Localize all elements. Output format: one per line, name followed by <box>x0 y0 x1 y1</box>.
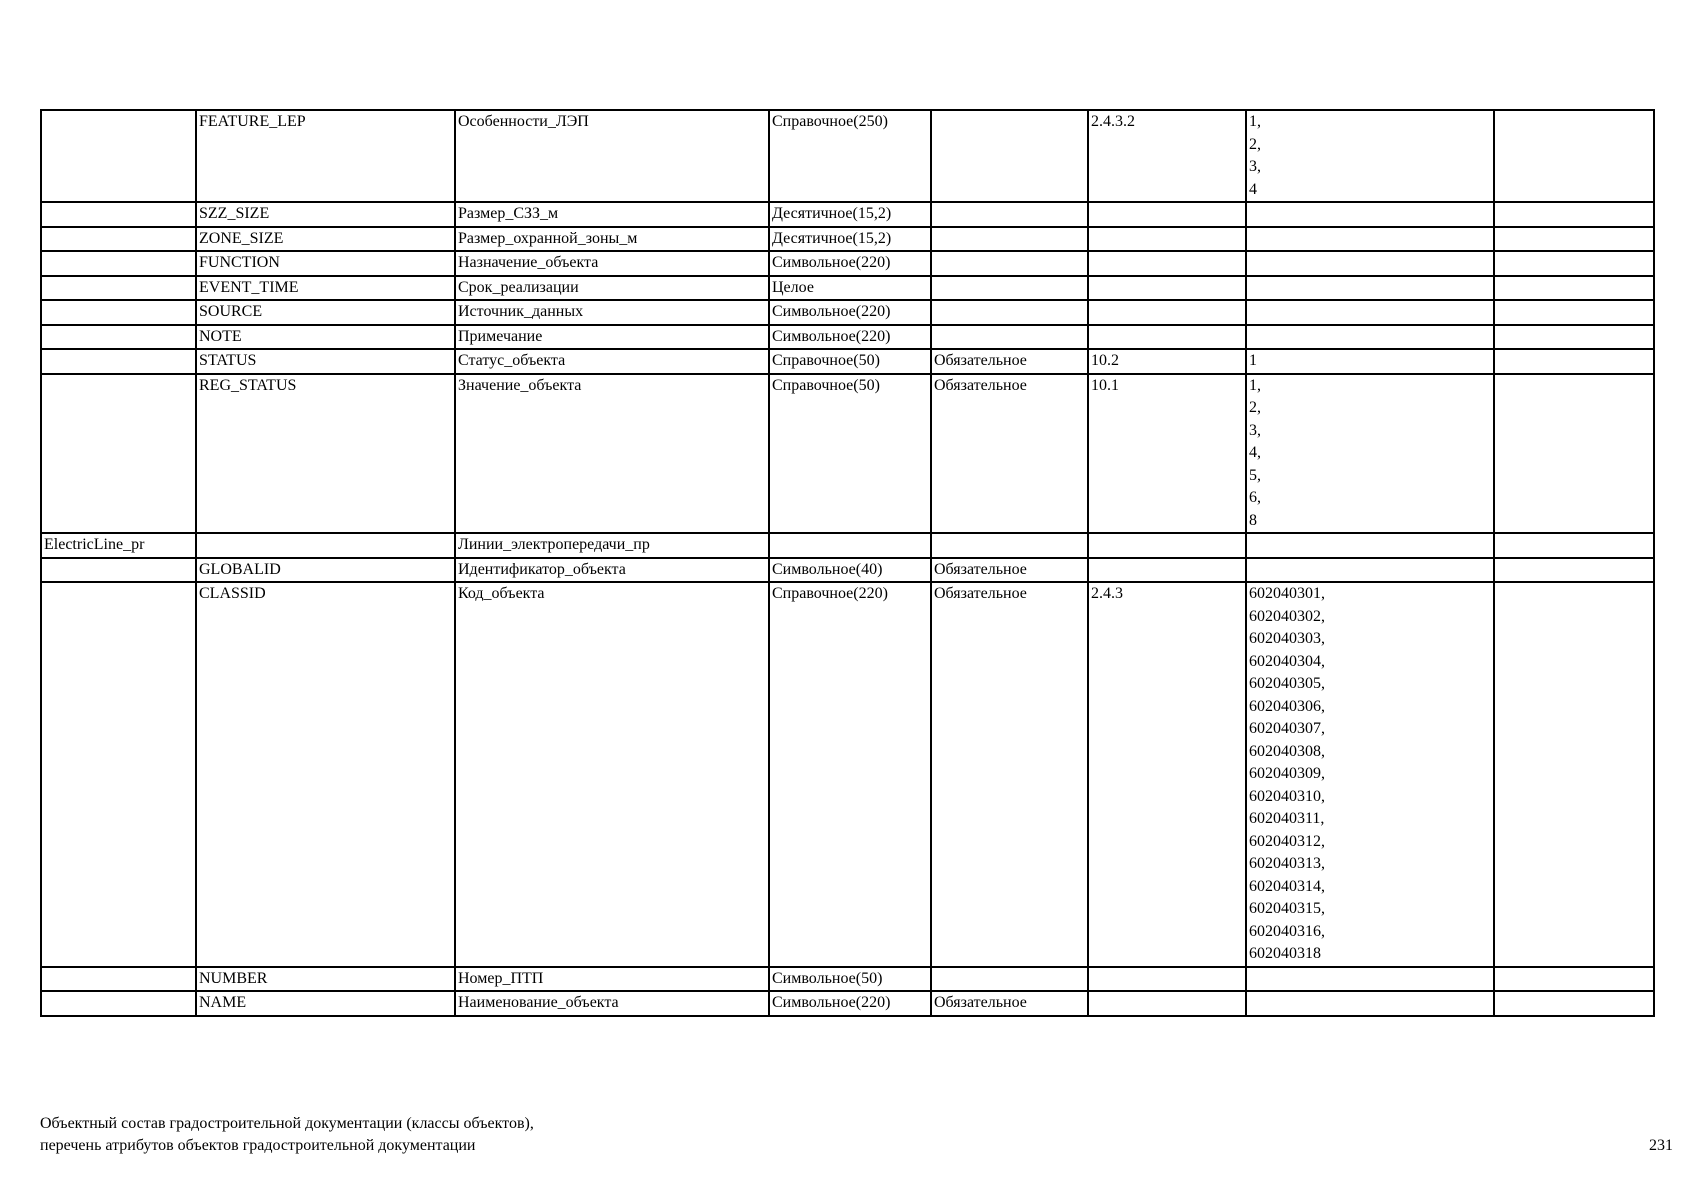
table-row <box>41 349 1654 374</box>
field-alias-cell: Идентификатор_объекта <box>455 558 769 583</box>
field-type-cell: Справочное(250) <box>769 110 931 202</box>
reference-cell <box>1088 533 1246 558</box>
field-alias-cell: Номер_ПТП <box>455 967 769 992</box>
note-cell <box>1494 202 1654 227</box>
field-name-cell: REG_STATUS <box>196 374 455 534</box>
reference-cell: 2.4.3 <box>1088 582 1246 967</box>
codes-cell <box>1246 349 1494 374</box>
field-name-cell: CLASSID <box>196 582 455 967</box>
field-name-cell: NAME <box>196 991 455 1016</box>
required-cell <box>931 533 1088 558</box>
required-cell: Обязательное <box>931 991 1088 1016</box>
required-cell <box>931 227 1088 252</box>
reference-cell <box>1088 300 1246 325</box>
table-row <box>41 227 1654 252</box>
note-cell <box>1494 349 1654 374</box>
field-alias-cell: Код_объекта <box>455 582 769 967</box>
code-value: 602040302, <box>1249 607 1325 625</box>
note-cell <box>1494 374 1654 534</box>
code-value: 3, <box>1249 421 1261 439</box>
code-value: 4, <box>1249 444 1261 461</box>
note-cell <box>1494 967 1654 992</box>
table-row <box>41 967 1654 992</box>
code-value: 1, <box>1249 376 1261 394</box>
field-type-cell: Десятичное(15,2) <box>769 227 931 252</box>
required-cell <box>931 202 1088 227</box>
field-alias-cell: Наименование_объекта <box>455 991 769 1016</box>
class-name-cell: ElectricLine_pr <box>41 533 196 558</box>
field-name-cell: ZONE_SIZE <box>196 227 455 252</box>
field-name-cell: NOTE <box>196 325 455 350</box>
reference-cell <box>1088 227 1246 252</box>
class-name-cell <box>41 582 196 967</box>
table-row <box>41 374 1654 534</box>
codes-cell <box>1246 110 1494 202</box>
field-name-cell: GLOBALID <box>196 558 455 583</box>
class-name-cell <box>41 300 196 325</box>
reference-cell <box>1088 991 1246 1016</box>
note-cell <box>1494 300 1654 325</box>
field-name-cell <box>196 533 455 558</box>
reference-cell <box>1088 967 1246 992</box>
field-type-cell: Символьное(220) <box>769 300 931 325</box>
field-type-cell: Символьное(220) <box>769 991 931 1016</box>
codes-cell <box>1246 325 1494 350</box>
page-number: 231 <box>1649 1137 1673 1154</box>
field-type-cell: Десятичное(15,2) <box>769 202 931 227</box>
code-value: 1, <box>1249 113 1261 130</box>
field-alias-cell: Назначение_объекта <box>455 251 769 276</box>
table-row <box>41 276 1654 301</box>
required-cell: Обязательное <box>931 558 1088 583</box>
codes-cell <box>1246 300 1494 325</box>
code-value: 2, <box>1249 135 1261 153</box>
required-cell <box>931 967 1088 992</box>
code-value: 5, <box>1249 466 1261 484</box>
code-value: 602040301, <box>1249 585 1325 602</box>
class-name-cell <box>41 558 196 583</box>
code-value: 602040318 <box>1249 945 1321 962</box>
footer-line-2: перечень атрибутов объектов градостроительной документации <box>40 1137 476 1154</box>
field-alias-cell: Значение_объекта <box>455 374 769 534</box>
field-alias-cell: Особенности_ЛЭП <box>455 110 769 202</box>
codes-cell <box>1246 967 1494 992</box>
required-cell: Обязательное <box>931 374 1088 534</box>
table-body <box>41 110 1654 1016</box>
reference-cell <box>1088 276 1246 301</box>
code-value: 602040308, <box>1249 742 1325 760</box>
required-cell <box>931 276 1088 301</box>
codes-cell <box>1246 374 1494 534</box>
codes-cell <box>1246 202 1494 227</box>
required-cell: Обязательное <box>931 582 1088 967</box>
required-cell <box>931 300 1088 325</box>
class-name-cell <box>41 967 196 992</box>
field-type-cell <box>769 533 931 558</box>
code-value: 602040312, <box>1249 832 1325 850</box>
code-value: 8 <box>1249 511 1257 529</box>
class-name-cell <box>41 251 196 276</box>
code-value: 602040310, <box>1249 787 1325 805</box>
note-cell <box>1494 110 1654 202</box>
codes-cell <box>1246 533 1494 558</box>
code-value: 602040306, <box>1249 697 1325 715</box>
code-value: 602040313, <box>1249 855 1325 872</box>
codes-cell <box>1246 582 1494 967</box>
field-type-cell: Справочное(50) <box>769 349 931 374</box>
class-name-cell <box>41 202 196 227</box>
code-value: 6, <box>1249 489 1261 506</box>
class-name-cell <box>41 991 196 1016</box>
attributes-table <box>40 109 1655 1017</box>
table-row <box>41 110 1654 202</box>
field-alias-cell: Срок_реализации <box>455 276 769 301</box>
table-row <box>41 558 1654 583</box>
class-name-cell <box>41 374 196 534</box>
codes-cell <box>1246 558 1494 583</box>
field-type-cell: Символьное(40) <box>769 558 931 583</box>
code-value: 602040309, <box>1249 765 1325 782</box>
code-value: 602040314, <box>1249 877 1325 895</box>
footer-line-1: Объектный состав градостроительной документации (классы объектов), <box>40 1115 534 1132</box>
table-row <box>41 582 1654 967</box>
note-cell <box>1494 533 1654 558</box>
codes-cell <box>1246 251 1494 276</box>
reference-cell <box>1088 202 1246 227</box>
note-cell <box>1494 227 1654 252</box>
note-cell <box>1494 582 1654 967</box>
class-name-cell <box>41 110 196 202</box>
class-name-cell <box>41 349 196 374</box>
field-name-cell: SZZ_SIZE <box>196 202 455 227</box>
code-value: 602040307, <box>1249 720 1325 737</box>
code-value: 602040304, <box>1249 652 1325 670</box>
code-value: 1 <box>1249 352 1257 369</box>
note-cell <box>1494 276 1654 301</box>
reference-cell: 2.4.3.2 <box>1088 110 1246 202</box>
code-value: 602040315, <box>1249 900 1325 917</box>
note-cell <box>1494 991 1654 1016</box>
note-cell <box>1494 325 1654 350</box>
field-type-cell: Символьное(220) <box>769 325 931 350</box>
field-alias-cell: Статус_объекта <box>455 349 769 374</box>
reference-cell <box>1088 558 1246 583</box>
field-alias-cell: Источник_данных <box>455 300 769 325</box>
table-row <box>41 202 1654 227</box>
field-name-cell: NUMBER <box>196 967 455 992</box>
table-row <box>41 991 1654 1016</box>
class-name-cell <box>41 227 196 252</box>
field-name-cell: FUNCTION <box>196 251 455 276</box>
table-row <box>41 251 1654 276</box>
code-value: 2, <box>1249 399 1261 416</box>
field-type-cell: Символьное(50) <box>769 967 931 992</box>
codes-cell <box>1246 227 1494 252</box>
class-name-cell <box>41 325 196 350</box>
code-value: 602040305, <box>1249 675 1325 692</box>
field-type-cell: Справочное(220) <box>769 582 931 967</box>
field-name-cell: EVENT_TIME <box>196 276 455 301</box>
code-value: 4 <box>1249 180 1257 198</box>
note-cell <box>1494 558 1654 583</box>
table-row <box>41 300 1654 325</box>
field-name-cell: SOURCE <box>196 300 455 325</box>
document-footer <box>40 1113 534 1157</box>
note-cell <box>1494 251 1654 276</box>
required-cell <box>931 110 1088 202</box>
required-cell <box>931 251 1088 276</box>
code-value: 3, <box>1249 158 1261 175</box>
field-alias-cell: Линии_электропередачи_пр <box>455 533 769 558</box>
codes-cell <box>1246 991 1494 1016</box>
code-value: 602040316, <box>1249 922 1325 940</box>
reference-cell <box>1088 325 1246 350</box>
field-type-cell: Целое <box>769 276 931 301</box>
table-row <box>41 325 1654 350</box>
required-cell: Обязательное <box>931 349 1088 374</box>
reference-cell <box>1088 251 1246 276</box>
field-name-cell: STATUS <box>196 349 455 374</box>
code-value: 602040303, <box>1249 630 1325 647</box>
class-name-cell <box>41 276 196 301</box>
required-cell <box>931 325 1088 350</box>
field-type-cell: Справочное(50) <box>769 374 931 534</box>
field-alias-cell: Примечание <box>455 325 769 350</box>
code-value: 602040311, <box>1249 810 1325 827</box>
table-row <box>41 533 1654 558</box>
field-type-cell: Символьное(220) <box>769 251 931 276</box>
field-alias-cell: Размер_СЗЗ_м <box>455 202 769 227</box>
codes-cell <box>1246 276 1494 301</box>
reference-cell: 10.1 <box>1088 374 1246 534</box>
reference-cell: 10.2 <box>1088 349 1246 374</box>
field-alias-cell: Размер_охранной_зоны_м <box>455 227 769 252</box>
field-name-cell: FEATURE_LEP <box>196 110 455 202</box>
